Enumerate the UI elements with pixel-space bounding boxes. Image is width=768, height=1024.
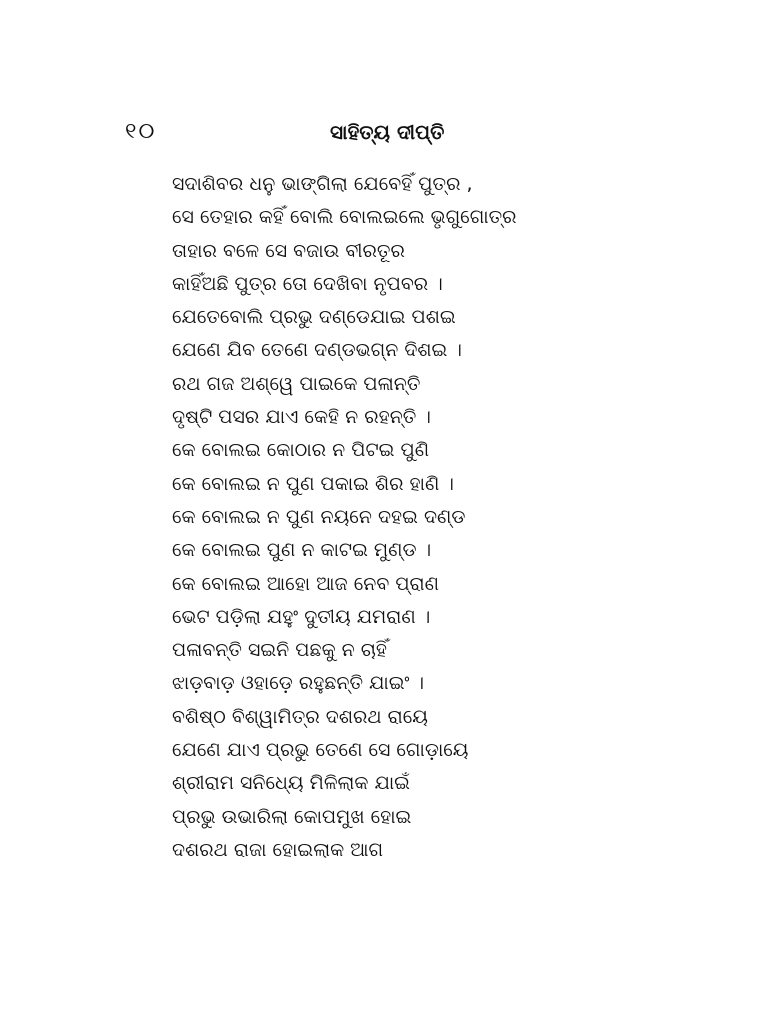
- verse-line: ଦଶରଥ ରାଜା ହୋଇଲାକ ଆଗ: [172, 838, 384, 861]
- verse-line: ଭେଟ ପଡ଼ିଲା ଯହୁଂ ଦୁତୀୟ ଯମରାଣ ।: [172, 605, 431, 628]
- verse-line: ଦୃଷ୍ଟି ପସର ଯାଏ କେହି ନ ରହନ୍ତି ।: [172, 406, 431, 429]
- verse-line: ପଳାବନ୍ତି ସଇନି ପଛକୁ ନ ଚାହିଁ: [172, 639, 387, 662]
- verse-line: କେ ବୋଲଇ ପୁଣ ନ କାଟଇ ମୁଣ୍ଡ ।: [172, 539, 432, 562]
- verse-line: ଶ୍ରୀରାମ ସନିଧ୍ୟେ ମିଳିଲାକ ଯାଇଁ: [172, 772, 410, 795]
- verse-line: ବଶିଷ୍ଠ ବିଶ୍ୱାମିତ୍ର ଦଶରଥ ରାୟେ: [172, 705, 428, 728]
- verse-line: ତାହାର ବଳେ ସେ ବଜାଉ ବୀରତୂର: [172, 239, 405, 262]
- verse-block: [172, 168, 692, 867]
- verse-line: ଝାଡ଼ବାଡ଼ ଓହାଡ଼େ ରହୁଛନ୍ତି ଯାଇଂ ।: [172, 672, 425, 695]
- verse-line: କାହିଁଅଛି ପୁତ୍ର ତୋ ଦେଖିବା ନୃପବର ।: [172, 272, 443, 295]
- page-number: ୧୦: [125, 119, 157, 144]
- verse-line: କେ ବୋଲଇ କୋଠାର ନ ପିଟଇ ପୁଣି: [172, 439, 430, 462]
- verse-line: କେ ବୋଲଇ ଆହୋ ଆଜ ନେବ ପ୍ରାଣ: [172, 572, 439, 595]
- verse-line: କେ ବୋଲଇ ନ ପୁଣ ନୟନେ ଦହଇ ଦଣ୍ଡ: [172, 505, 466, 528]
- running-header-title: ସାହିତ୍ୟ ଦୀପ୍ତି: [330, 120, 445, 144]
- verse-line: ଯେତେବୋଲି ପ୍ରଭୁ ଦଣ୍ଡେଯାଇ ପଶଇ: [172, 306, 456, 329]
- verse-line: ଯେଣେ ଯିବ ତେଣେ ଦଣ୍ଡଭଗ୍ନ ଦିଶଇ ।: [172, 339, 462, 362]
- verse-line: ପ୍ରଭୁ ଉଭାରିଲା କୋପମୁଖ ହୋଇ: [172, 805, 412, 828]
- verse-line: ସେ ତେହାର କହିଁ ବୋଲି ବୋଲଇଲେ ଭୃଗୁଗୋତ୍ର: [172, 206, 517, 229]
- verse-line: କେ ବୋଲଇ ନ ପୁଣ ପକାଇ ଶିର ହାଣି ।: [172, 472, 454, 495]
- verse-line: ରଥ ଗଜ ଅଶ୍ୱେ ପାଇକେ ପଳାନ୍ତି: [172, 372, 421, 395]
- verse-line: ସଦାଶିବର ଧନୁ ଭାଙ୍ଗିଲା ଯେବେହିଁ ପୁତ୍ର ,: [172, 173, 473, 195]
- verse-line: ଯେଣେ ଯାଏ ପ୍ରଭୁ ତେଣେ ସେ ଗୋଡ଼ାୟେ: [172, 739, 469, 762]
